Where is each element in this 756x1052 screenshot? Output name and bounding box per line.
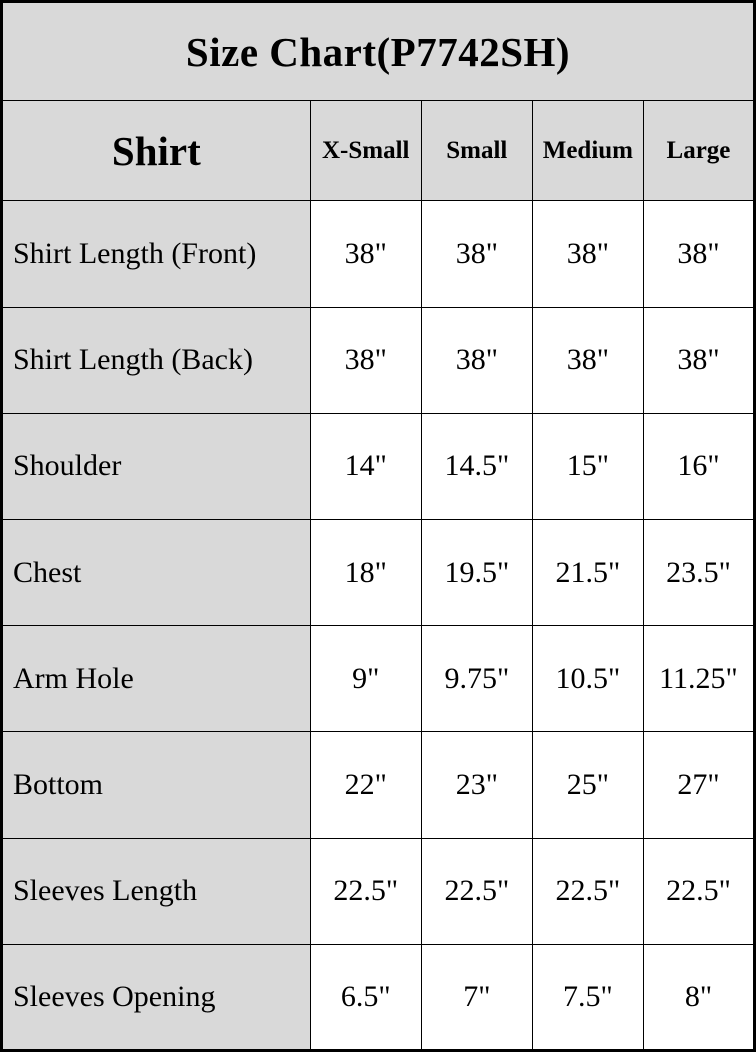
measurement-value: 19.5" (421, 519, 532, 625)
measurement-value: 22.5" (532, 838, 643, 944)
chart-title: Size Chart(P7742SH) (2, 2, 755, 101)
table-row-sleeves-length (2, 838, 755, 944)
measurement-value: 16" (643, 413, 754, 519)
measurement-value: 7.5" (532, 944, 643, 1050)
row-label-chest: Chest (2, 519, 311, 625)
row-label-sleeves-opening: Sleeves Opening (2, 944, 311, 1050)
measurement-value: 38" (421, 201, 532, 307)
measurement-value: 8" (643, 944, 754, 1050)
table-row-shirt-length-back (2, 307, 755, 413)
size-header-small: Small (421, 101, 532, 201)
measurement-value: 23.5" (643, 519, 754, 625)
measurement-value: 7" (421, 944, 532, 1050)
table-row-bottom (2, 732, 755, 838)
measurement-value: 38" (310, 201, 421, 307)
size-header-medium: Medium (532, 101, 643, 201)
size-header-large: Large (643, 101, 754, 201)
measurement-value: 22" (310, 732, 421, 838)
size-header-x-small: X-Small (310, 101, 421, 201)
measurement-value: 22.5" (421, 838, 532, 944)
measurement-value: 22.5" (310, 838, 421, 944)
measurement-value: 38" (643, 307, 754, 413)
product-column-header: Shirt (2, 101, 311, 201)
measurement-value: 38" (421, 307, 532, 413)
row-label-sleeves-length: Sleeves Length (2, 838, 311, 944)
measurement-value: 38" (310, 307, 421, 413)
measurement-value: 27" (643, 732, 754, 838)
table-row-shirt-length-front (2, 201, 755, 307)
measurement-value: 11.25" (643, 626, 754, 732)
measurement-value: 14.5" (421, 413, 532, 519)
measurement-value: 38" (532, 201, 643, 307)
table-row-arm-hole (2, 626, 755, 732)
header-row (2, 101, 755, 201)
measurement-value: 38" (643, 201, 754, 307)
measurement-value: 21.5" (532, 519, 643, 625)
measurement-value: 23" (421, 732, 532, 838)
measurement-value: 6.5" (310, 944, 421, 1050)
measurement-value: 9.75" (421, 626, 532, 732)
row-label-bottom: Bottom (2, 732, 311, 838)
measurement-value: 25" (532, 732, 643, 838)
measurement-value: 38" (532, 307, 643, 413)
table-row-sleeves-opening (2, 944, 755, 1050)
measurement-value: 22.5" (643, 838, 754, 944)
measurement-value: 15" (532, 413, 643, 519)
table-row-shoulder (2, 413, 755, 519)
row-label-shoulder: Shoulder (2, 413, 311, 519)
row-label-shirt-length-back: Shirt Length (Back) (2, 307, 311, 413)
measurement-value: 18" (310, 519, 421, 625)
row-label-shirt-length-front: Shirt Length (Front) (2, 201, 311, 307)
title-row (2, 2, 755, 101)
measurement-value: 9" (310, 626, 421, 732)
table-row-chest (2, 519, 755, 625)
row-label-arm-hole: Arm Hole (2, 626, 311, 732)
measurement-value: 10.5" (532, 626, 643, 732)
measurement-value: 14" (310, 413, 421, 519)
